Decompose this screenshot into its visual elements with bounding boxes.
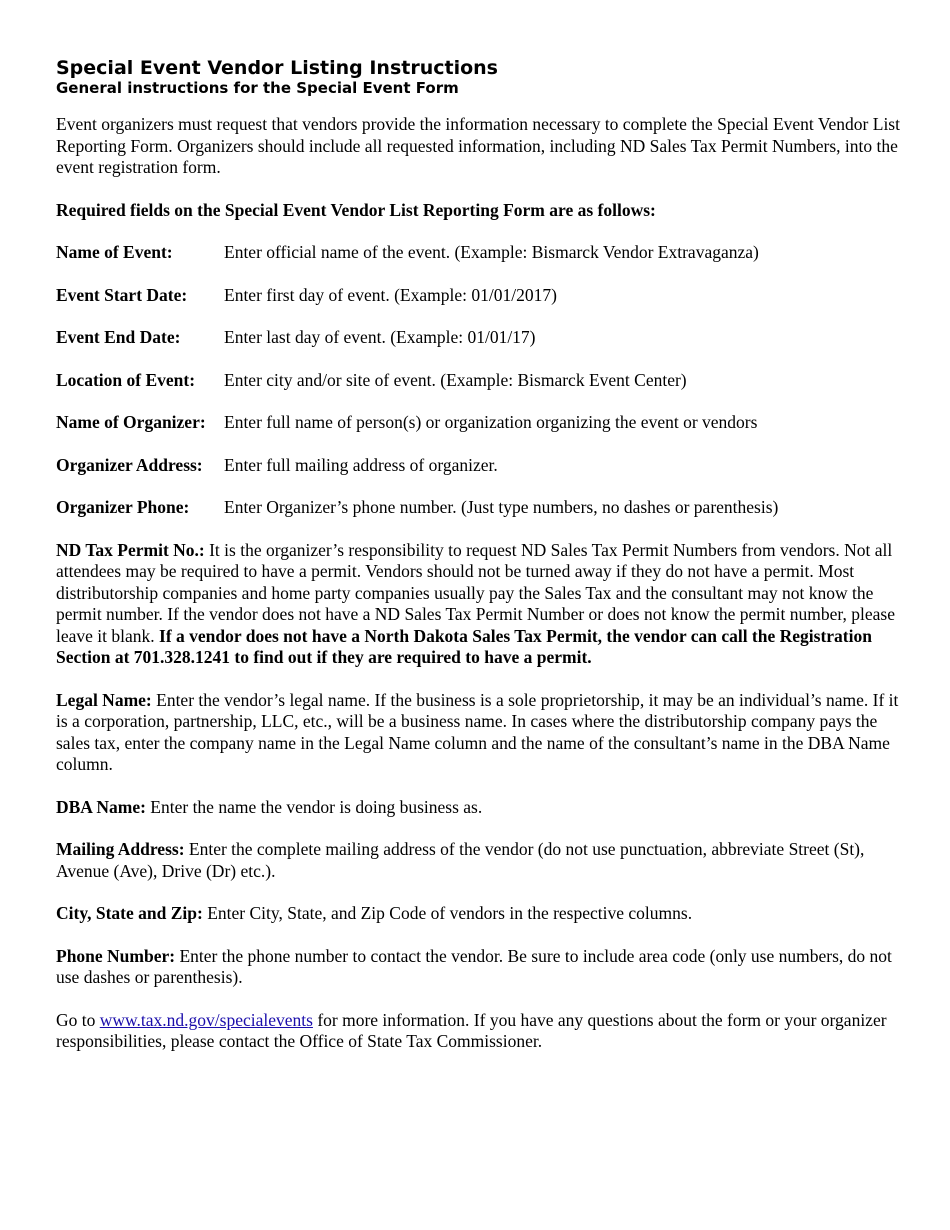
field-label: Organizer Address: xyxy=(56,454,203,475)
tax-permit-paragraph xyxy=(56,540,912,669)
footer-prefix: Go to xyxy=(56,1009,100,1030)
required-fields-heading: Required fields on the Special Event Vendor List Reporting Form are as follows: xyxy=(56,199,656,220)
phone-number-text: Enter the phone number to contact the vendor. Be sure to include area code (only use numbers, do not use dashes or parenthesis). xyxy=(56,945,892,987)
dba-name-label: DBA Name: xyxy=(56,796,146,817)
field-row-organizer-phone xyxy=(56,497,912,519)
field-row-event-start-date xyxy=(56,285,912,307)
mailing-address-paragraph xyxy=(56,839,912,882)
footer-paragraph xyxy=(56,1010,912,1053)
field-row-name-of-event xyxy=(56,242,912,264)
field-row-event-end-date xyxy=(56,327,912,349)
field-description: Enter last day of event. (Example: 01/01/17) xyxy=(224,327,536,347)
footer-suffix: for more information. If you have any questions about the form or your organizer responsibilities, please contact the Office of State Tax Commissioner. xyxy=(56,1009,887,1051)
field-description: Enter city and/or site of event. (Example: Bismarck Event Center) xyxy=(224,369,687,390)
city-state-zip-text: Enter City, State, and Zip Code of vendors in the respective columns. xyxy=(202,903,693,923)
intro-paragraph: Event organizers must request that vendors provide the information necessary to complete the Special Event Vendor List Reporting Form. Organizers should include all requested information, including ND Sales Tax Permit Numbers, into the event registration form. xyxy=(56,114,900,177)
city-state-zip-paragraph xyxy=(56,903,912,925)
phone-number-label: Phone Number: xyxy=(56,945,176,966)
tax-permit-bold-note: If a vendor does not have a North Dakota Sales Tax Permit, the vendor can call the Registration Section at 701.328.1241 to find out if they are required to have a permit. xyxy=(56,625,872,667)
field-row-organizer-address xyxy=(56,455,912,477)
special-events-link[interactable]: www.tax.nd.gov/specialevents xyxy=(99,1009,313,1030)
page-subtitle: General instructions for the Special Event Form xyxy=(56,79,459,97)
field-description: Enter official name of the event. (Example: Bismarck Vendor Extravaganza) xyxy=(224,242,759,262)
field-description: Enter full mailing address of organizer. xyxy=(224,454,498,475)
phone-number-paragraph xyxy=(56,946,912,989)
tax-permit-label: ND Tax Permit No.: xyxy=(56,539,205,560)
field-label: Event Start Date: xyxy=(56,284,188,305)
legal-name-text: Enter the vendor’s legal name. If the business is a sole proprietorship, it may be an individual’s name. If it is a corporation, partnership, LLC, etc., will be a business name. In cases where the distributorship company pays the sales tax, enter the company name in the Legal Name column and the name of the consultant’s name in the DBA Name column. xyxy=(56,689,899,774)
page-title: Special Event Vendor Listing Instructions xyxy=(56,57,498,79)
field-label: Name of Organizer: xyxy=(56,412,206,432)
city-state-zip-label: City, State and Zip: xyxy=(56,903,203,923)
dba-name-text: Enter the name the vendor is doing business as. xyxy=(145,796,483,817)
mailing-address-text: Enter the complete mailing address of the vendor (do not use punctuation, abbreviate Street (St), Avenue (Ave), Drive (Dr) etc.). xyxy=(56,839,865,881)
legal-name-paragraph xyxy=(56,690,912,776)
field-row-name-of-organizer xyxy=(56,412,912,434)
mailing-address-label: Mailing Address: xyxy=(56,839,185,859)
field-label: Name of Event: xyxy=(56,242,173,262)
field-row-location-of-event xyxy=(56,370,912,392)
legal-name-label: Legal Name: xyxy=(56,689,152,710)
field-description: Enter full name of person(s) or organization organizing the event or vendors xyxy=(224,412,758,432)
document-page xyxy=(56,57,912,1053)
dba-name-paragraph xyxy=(56,797,912,819)
field-label: Organizer Phone: xyxy=(56,497,190,517)
field-label: Event End Date: xyxy=(56,327,181,347)
tax-permit-text: It is the organizer’s responsibility to request ND Sales Tax Permit Numbers from vendors. Not all attendees may be required to have a permit. Vendors should not be turned away if they do not have a permit. Most distributorship companies and home party companies usually pay the Sales Tax and the consultant may not know the permit number. If the vendor does not have a ND Sales Tax Permit Number or does not know the permit number, please leave it blank. xyxy=(56,539,896,646)
field-label: Location of Event: xyxy=(56,369,196,390)
field-description: Enter first day of event. (Example: 01/01/2017) xyxy=(224,284,557,305)
field-description: Enter Organizer’s phone number. (Just type numbers, no dashes or parenthesis) xyxy=(224,497,779,517)
